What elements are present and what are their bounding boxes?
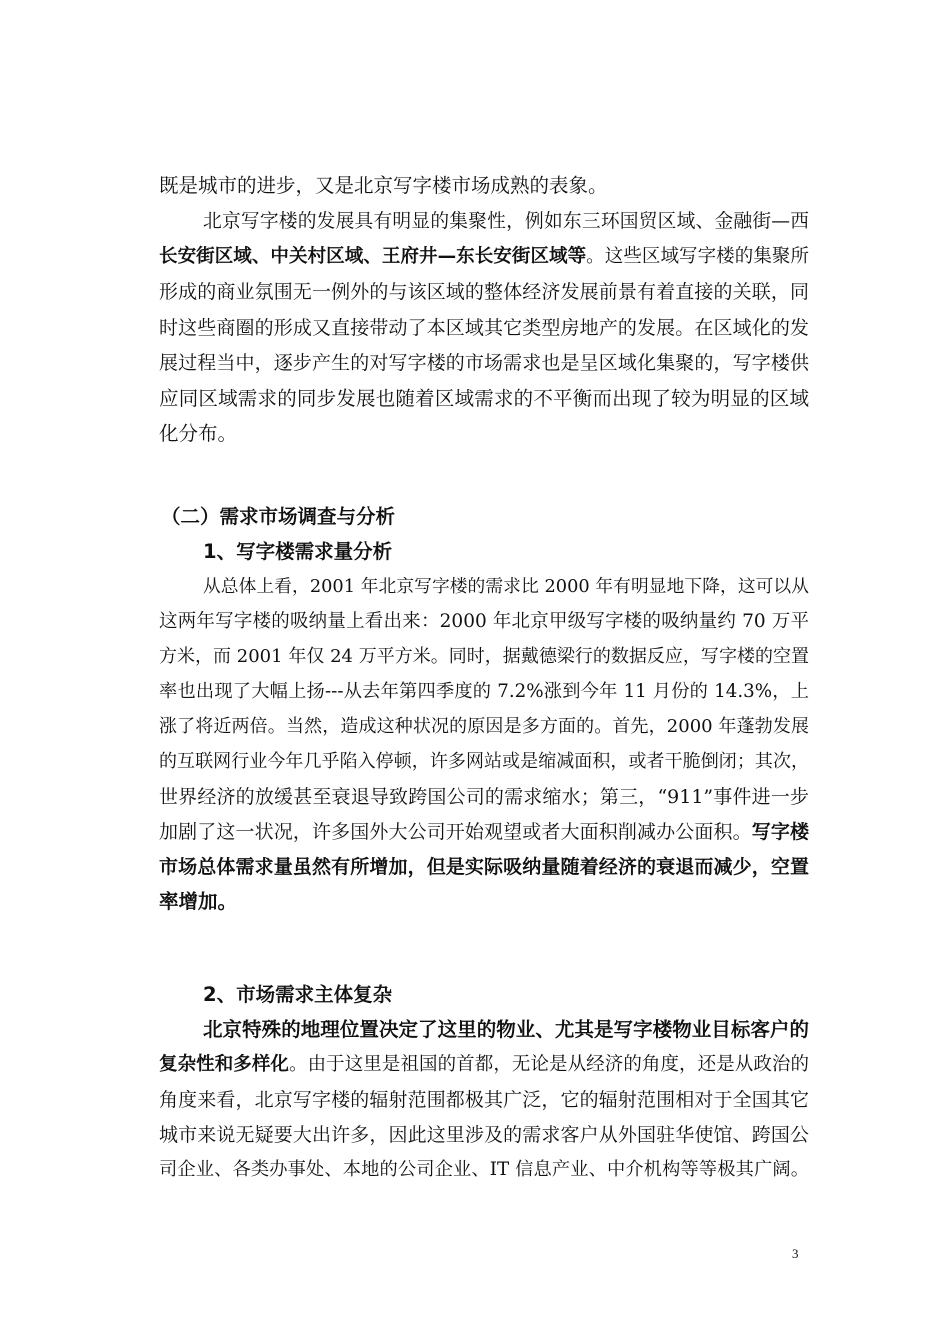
paragraph-line: 市场总体需求量虽然有所增加，但是实际吸纳量随着经济的衰退而减少，空置: [159, 856, 809, 878]
paragraph-line: 世界经济的放缓甚至衰退导致跨国公司的需求缩水；第三，“911”事件进一步: [159, 786, 809, 808]
paragraph-line: [159, 820, 809, 844]
paragraph-line: 化分布。: [159, 422, 238, 445]
bold-text: 长安街区域、中关村区域、王府井—东长安街区域等: [159, 246, 587, 267]
paragraph-line: 应同区域需求的同步发展也随着区域需求的不平衡而出现了较为明显的区域: [159, 387, 809, 410]
page-number: 3: [792, 1246, 799, 1261]
paragraph-line: 的互联网行业今年几乎陷入停顿，许多网站或是缩减面积，或者干脆倒闭；其次，: [159, 751, 809, 772]
paragraph-line: 形成的商业氛围无一例外的与该区域的整体经济发展前景有着直接的关联，同: [159, 281, 809, 303]
paragraph-line: 时这些商圈的形成又直接带动了本区域其它类型房地产的发展。在区域化的发: [159, 317, 809, 339]
subsection-heading: 2、市场需求主体复杂: [203, 983, 393, 1006]
bold-text: 写字楼: [751, 821, 809, 843]
paragraph-line: 方米，而 2001 年仅 24 万平方米。同时，据戴德梁行的数据反应，写字楼的空置: [159, 646, 809, 667]
paragraph-line: 既是城市的进步，又是北京写字楼市场成熟的表象。: [159, 174, 608, 197]
paragraph-line: 从总体上看，2001 年北京写字楼的需求比 2000 年有明显地下降，这可以从: [203, 577, 809, 597]
paragraph-line: 城市来说无疑要大出许多，因此这里涉及的需求客户从外国驻华使馆、跨国公: [159, 1124, 809, 1146]
paragraph-line: [159, 245, 809, 269]
paragraph-line: 展过程当中，逐步产生的对写字楼的市场需求也是呈区域化集聚的，写字楼供: [159, 352, 809, 374]
section-heading: （二）需求市场调查与分析: [161, 505, 396, 528]
paragraph-line: 涨了将近两倍。当然，造成这种状况的原因是多方面的。首先，2000 年蓬勃发展: [159, 716, 809, 737]
paragraph-line: 角度来看，北京写字楼的辐射范围都极其广泛，它的辐射范围相对于全国其它: [159, 1089, 809, 1111]
bold-text: 复杂性和多样化: [159, 1054, 290, 1075]
text-span: 。这些区域写字楼的集聚所: [586, 246, 809, 267]
paragraph-line: [159, 1053, 809, 1077]
subsection-heading: 1、写字楼需求量分析: [203, 540, 393, 563]
paragraph-line: 率增加。: [159, 890, 238, 913]
paragraph-line: 北京特殊的地理位置决定了这里的物业、尤其是写字楼物业目标客户的: [203, 1018, 809, 1041]
text-span: 加剧了这一状况，许多国外大公司开始观望或者大面积削减办公面积。: [159, 821, 752, 843]
paragraph-line: 北京写字楼的发展具有明显的集聚性，例如东三环国贸区域、金融街—西: [203, 211, 809, 232]
paragraph-line: 率也出现了大幅上扬---从去年第四季度的 7.2%涨到今年 11 月份的 14.3%，上: [159, 681, 809, 702]
paragraph-line: 这两年写字楼的吸纳量上看出来：2000 年北京甲级写字楼的吸纳量约 70 万平: [159, 611, 809, 632]
paragraph-line: 司企业、各类办事处、本地的公司企业、IT 信息产业、中介机构等等极其广阔。: [159, 1159, 809, 1180]
text-span: 。由于这里是祖国的首都，无论是从经济的角度，还是从政治的: [289, 1054, 809, 1075]
